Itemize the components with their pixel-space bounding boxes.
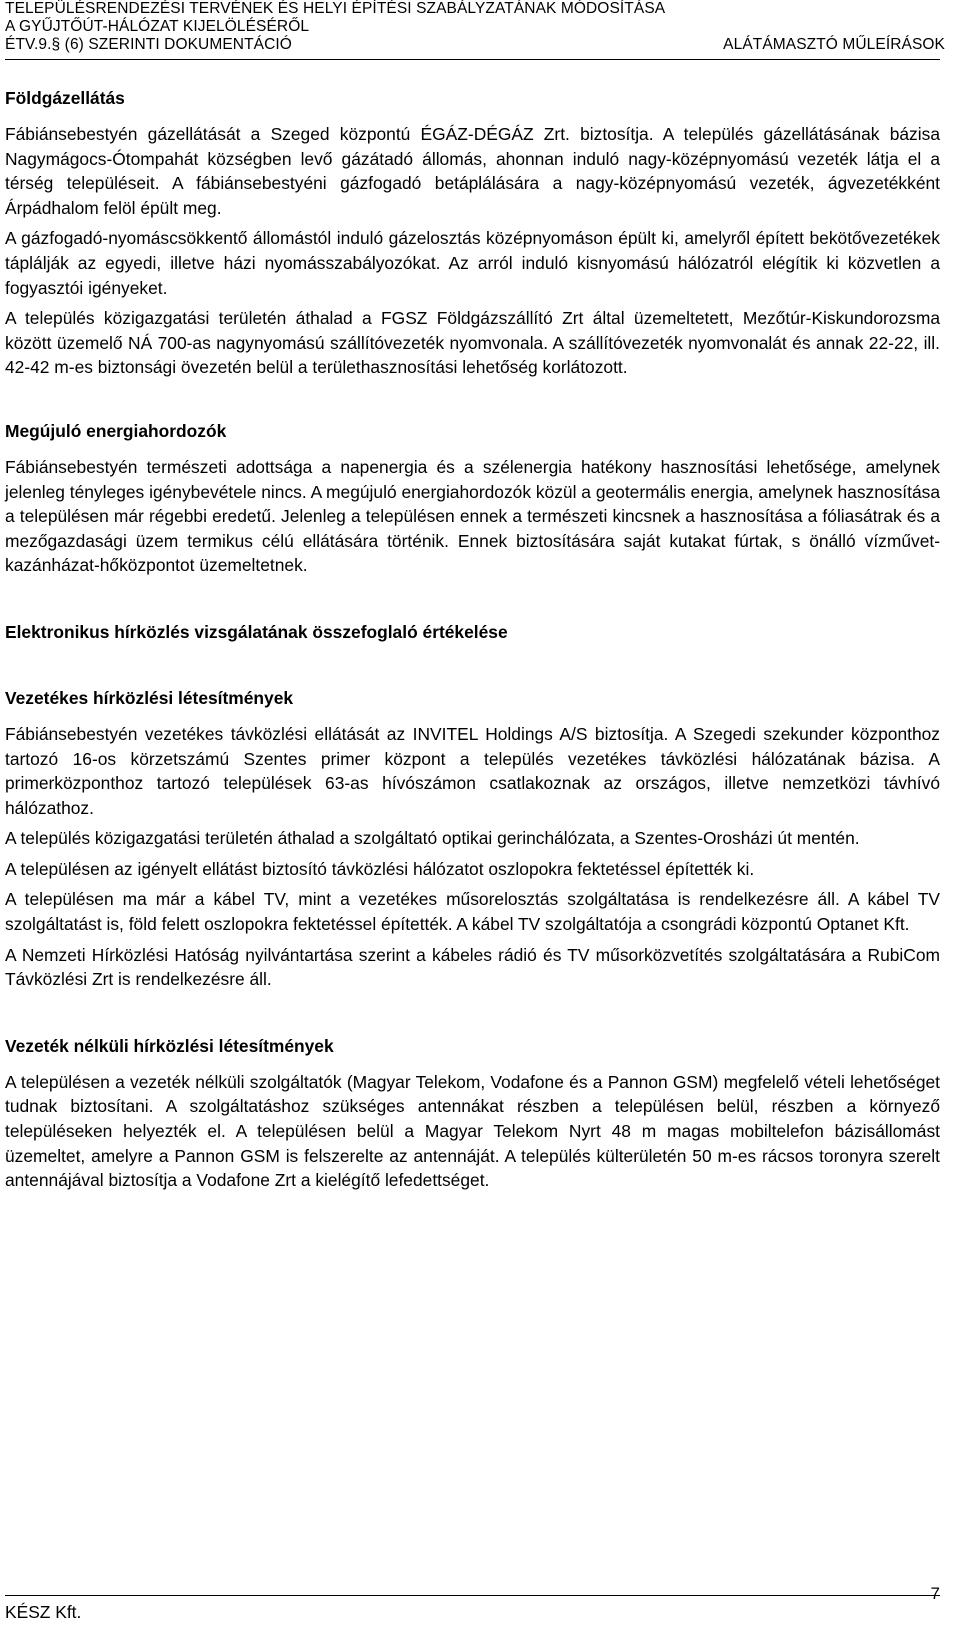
page-footer [5, 1584, 940, 1623]
header-divider [5, 59, 940, 60]
heading-wireless-telecom: Vezeték nélküli hírközlési létesítmények [5, 1035, 334, 1056]
paragraph-wired-5: A Nemzeti Hírközlési Hatóság nyilvántartása szerint a kábeles rádió és TV műsorközvetítés szolgáltatására a RubiCom Távközlési Zrt is rendelkezésre áll. [5, 944, 940, 990]
paragraph-gas-2: A gázfogadó-nyomáscsökkentő állomástól induló gázelosztás középnyomáson épült ki, amelyről épített bekötővezetékek táplálják az egyedi, illetve házi nyomásszabályozókat. Az arról induló kisnyomású hálózatról elégítik ki közvetlen a fogyasztói igényeket. [5, 228, 940, 298]
footer-company-name: KÉSZ Kft. [5, 1602, 82, 1622]
paragraph-gas-3: A település közigazgatási területén áthalad a FGSZ Földgázszállító Zrt által üzemeltetett, Mezőtúr-Kiskundorozsma között üzemelő NÁ 700-as nagynyomású szállítóvezeték nyomvonala. A szállítóvezeték nyomvonalát és annak 22-22, ill. 42-42 m-es biztonsági övezetén belül a területhasznosítási lehetőség korlátozott. [5, 308, 940, 378]
paragraph-renewable-1: Fábiánsebestyén természeti adottsága a napenergia és a szélenergia hatékony hasznosítási lehetősége, amelynek jelenleg tényleges igénybevétele nincs. A megújuló energiahordozók közül a geotermális energia, amelynek hasznosítása a településen már régebbi eredetű. Jelenleg a településen ennek a természeti kincsnek a hasznosítása a fóliasátrak és a mezőgazdasági üzem termikus célú ellátására történik. Ennek biztosítására saját kutakat fúrtak, s önálló vízművet-kazánházat-hőközpontot üzemeltetnek. [5, 456, 940, 576]
header-title-line-1: TELEPÜLÉSRENDEZÉSI TERVÉNEK ÉS HELYI ÉPÍTÉSI SZABÁLYZATÁNAK MÓDOSÍTÁSA [5, 0, 666, 17]
page-number: 7 [930, 1584, 940, 1603]
paragraph-wireless-1: A településen a vezeték nélküli szolgáltatók (Magyar Telekom, Vodafone és a Pannon GSM) megfelelő vételi lehetőséget tudnak biztosítani. A szolgáltatáshoz szükséges antennákat részben a településen belül, részben a környező településeken helyezték el. A településen belül a Magyar Telekom Nyrt 48 m magas mobiltelefon bázisállomást üzemeltet, amelyre a Pannon GSM is felszerelte az antennáját. A település külterületén 50 m-es rácsos toronyra szerelt antennájával biztosítja a Vodafone Zrt a kielégítő lefedettséget. [5, 1071, 940, 1191]
heading-renewable-energy: Megújuló energiahordozók [5, 420, 227, 441]
heading-wired-telecom: Vezetékes hírközlési létesítmények [5, 687, 294, 708]
paragraph-wired-1: Fábiánsebestyén vezetékes távközlési ellátását az INVITEL Holdings A/S biztosítja. A Szegedi szekunder központhoz tartozó 16-os körzetszámú Szentes primer központ a település vezetékes távközlési hálózatának bázisa. A primerközponthoz tartozó települések 63-as hívószámon csatlakoznak az országos, illetve nemzetközi távhívó hálózathoz. [5, 723, 940, 818]
paragraph-gas-1: Fábiánsebestyén gázellátását a Szeged központú ÉGÁZ-DÉGÁZ Zrt. biztosítja. A település gázellátásának bázisa Nagymágocs-Ótompahát községben levő gázátadó állomás, ahonnan induló nagy-középnyomású vezeték látja el a térség településeit. A fábiánsebestyéni gázfogadó betáplálására a nagy-középnyomású vezeték, ágvezetékként Árpádhalom felöl épült meg. [5, 124, 940, 218]
header-document-type: ÉTV.9.§ (6) SZERINTI DOKUMENTÁCIÓ [5, 36, 292, 53]
header-title-line-2: A GYŰJTŐÚT-HÁLÓZAT KIJELÖLÉSÉRŐL [5, 18, 310, 35]
running-header [5, 0, 945, 54]
page-body [5, 86, 940, 1193]
paragraph-wired-2: A település közigazgatási területén áthalad a szolgáltató optikai gerinchálózata, a Szentes-Orosházi út mentén. [5, 828, 860, 849]
heading-telecom-evaluation: Elektronikus hírközlés vizsgálatának összefoglaló értékelése [5, 621, 508, 642]
paragraph-wired-4: A településen ma már a kábel TV, mint a vezetékes műsorelosztás szolgáltatása is rendelkezésre áll. A kábel TV szolgáltatást is, föld felett oszlopokra fektetéssel építették. A kábel TV szolgáltatója a csongrádi központú Optanet Kft. [5, 889, 940, 935]
header-line-3 [5, 36, 945, 54]
paragraph-wired-3: A településen az igényelt ellátást biztosító távközlési hálózatot oszlopokra fektetéssel építették ki. [5, 858, 755, 879]
header-section-type: ALÁTÁMASZTÓ MŰLEÍRÁSOK [723, 36, 945, 53]
heading-gas-supply: Földgázellátás [5, 88, 125, 108]
